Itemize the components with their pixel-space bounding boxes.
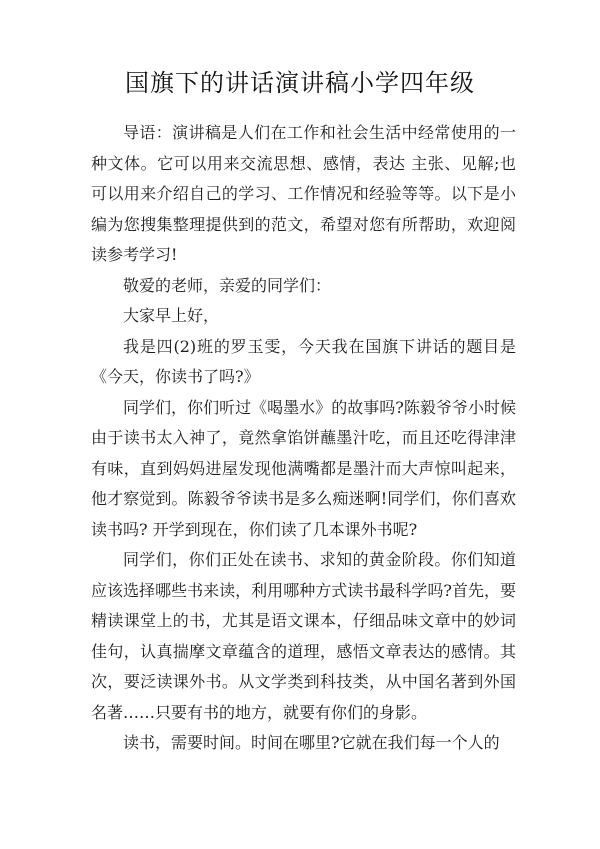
paragraph-intro: 导语：演讲稿是人们在工作和社会生活中经常使用的一种文体。它可以用来交流思想、感情，表达 主张、见解;也可以用来介绍自己的学习、工作情况和经验等等。以下是小编为您搜集整理提供到的范文，希望对您有所帮助，欢迎阅读参考学习! (91, 123, 516, 264)
document-title: 国旗下的讲话演讲稿小学四年级 (125, 69, 475, 97)
document-body (91, 118, 516, 759)
paragraph-salutation: 敬爱的老师，亲爱的同学们： (123, 275, 332, 295)
paragraph-greeting: 大家早上好， (123, 306, 220, 325)
paragraph-reading-advice: 同学们，你们正处在读书、求知的黄金阶段。你们知道应该选择哪些书来读，利用哪种方式读书最科学吗?首先，要精读课堂上的书，尤其是语文课本，仔细品味文章中的妙词佳句，认真揣摩文章蕴含的道理，感悟文章表达的感情。其次，要泛读课外书。从文学类到科技类，从中国名著到外国名著……只要有书的地方，就要有你们的身影。 (91, 550, 516, 722)
paragraph-story: 同学们，你们听过《喝墨水》的故事吗?陈毅爷爷小时候由于读书太入神了，竟然拿馅饼蘸墨汁吃，而且还吃得津津有味，直到妈妈进屋发现他满嘴都是墨汁而大声惊叫起来，他才察觉到。陈毅爷爷读书是多么痴迷啊!同学们，你们喜欢读书吗? 开学到现在，你们读了几本课外书呢? (91, 397, 516, 539)
paragraph-self-introduction: 我是四(2)班的罗玉雯，今天我在国旗下讲话的题目是《今天，你读书了吗?》 (91, 336, 516, 386)
paragraph-time: 读书，需要时间。时间在哪里?它就在我们每一个人的 (123, 733, 500, 752)
